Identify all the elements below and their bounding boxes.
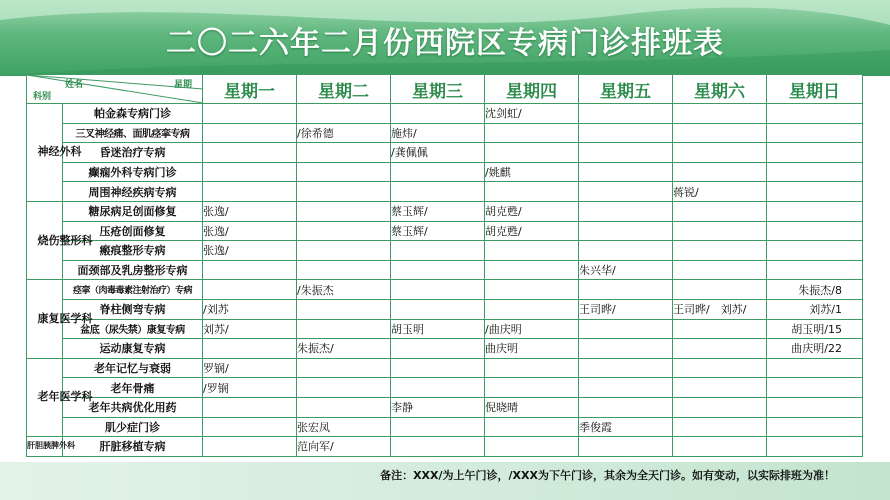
schedule-cell: 蔡玉辉/ xyxy=(391,221,485,241)
schedule-cell: 胡克甦/ xyxy=(485,221,579,241)
schedule-cell: 朱振杰/8 xyxy=(767,280,863,300)
schedule-cell xyxy=(579,123,673,143)
schedule-cell xyxy=(767,162,863,182)
schedule-table xyxy=(26,74,863,457)
schedule-cell xyxy=(203,417,297,437)
schedule-cell xyxy=(485,143,579,163)
schedule-cell xyxy=(579,358,673,378)
clinic-name: 面颈部及乳房整形专病 xyxy=(63,260,203,280)
clinic-name: 癫痫外科专病门诊 xyxy=(63,162,203,182)
schedule-cell xyxy=(673,221,767,241)
schedule-cell xyxy=(579,241,673,261)
corner-name-label: 姓名 xyxy=(65,80,84,90)
schedule-cell: 李静 xyxy=(391,397,485,417)
schedule-cell xyxy=(767,123,863,143)
schedule-cell: /姚麒 xyxy=(485,162,579,182)
schedule-cell xyxy=(579,378,673,398)
schedule-cell: 沈剑虹/ xyxy=(485,104,579,124)
clinic-name: 瘢痕整形专病 xyxy=(63,241,203,261)
schedule-cell xyxy=(297,143,391,163)
clinic-row xyxy=(27,123,863,143)
clinic-row xyxy=(27,319,863,339)
schedule-cell xyxy=(297,162,391,182)
schedule-cell xyxy=(485,417,579,437)
schedule-cell xyxy=(767,260,863,280)
schedule-cell xyxy=(579,162,673,182)
department-label xyxy=(27,437,75,457)
schedule-cell: 胡玉明 xyxy=(391,319,485,339)
department-name: 老年医学科 xyxy=(37,390,93,404)
corner-header xyxy=(27,75,203,104)
department-name: 肝胆胰脾外科 xyxy=(27,441,75,451)
clinic-name: 盆底（尿失禁）康复专病 xyxy=(63,319,203,339)
schedule-cell xyxy=(297,104,391,124)
corner-week-label: 星期 xyxy=(173,80,192,90)
clinic-row xyxy=(27,104,863,124)
schedule-cell xyxy=(673,143,767,163)
schedule-cell xyxy=(203,143,297,163)
schedule-cell xyxy=(297,201,391,221)
schedule-cell: 范向军/ xyxy=(297,437,391,457)
schedule-cell xyxy=(579,280,673,300)
clinic-row xyxy=(27,299,863,319)
schedule-cell xyxy=(673,260,767,280)
schedule-cell: /曲庆明 xyxy=(485,319,579,339)
schedule-cell xyxy=(485,280,579,300)
schedule-cell xyxy=(673,339,767,359)
schedule-cell xyxy=(767,182,863,202)
schedule-cell xyxy=(297,241,391,261)
schedule-cell xyxy=(579,319,673,339)
schedule-cell: 张宏凤 xyxy=(297,417,391,437)
department-name: 神经外科 xyxy=(37,145,82,159)
clinic-row xyxy=(27,260,863,280)
schedule-cell: 蔡玉辉/ xyxy=(391,201,485,221)
schedule-cell: 季俊霞 xyxy=(579,417,673,437)
clinic-row xyxy=(27,182,863,202)
header-row xyxy=(27,75,863,104)
schedule-cell: 刘苏/1 xyxy=(767,299,863,319)
schedule-cell xyxy=(767,104,863,124)
schedule-cell xyxy=(767,221,863,241)
day-header: 星期四 xyxy=(485,75,579,104)
department-label xyxy=(27,201,93,279)
schedule-cell xyxy=(203,123,297,143)
schedule-cell xyxy=(485,358,579,378)
schedule-cell xyxy=(203,182,297,202)
schedule-cell xyxy=(767,378,863,398)
day-header: 星期五 xyxy=(579,75,673,104)
schedule-cell xyxy=(485,299,579,319)
schedule-cell xyxy=(297,378,391,398)
schedule-cell xyxy=(203,437,297,457)
schedule-cell xyxy=(579,143,673,163)
department-label xyxy=(27,358,93,436)
schedule-cell xyxy=(297,260,391,280)
clinic-name: 糖尿病足创面修复 xyxy=(63,201,203,221)
schedule-cell xyxy=(391,104,485,124)
footnote: 备注：XXX/为上午门诊，/XXX为下午门诊，其余为全天门诊。如有变动，以实际排班为准！ xyxy=(380,469,835,482)
schedule-cell xyxy=(485,123,579,143)
schedule-cell: 张逸/ xyxy=(203,241,297,261)
schedule-cell: /朱振杰 xyxy=(297,280,391,300)
clinic-name: 昏迷治疗专病 xyxy=(63,143,203,163)
schedule-cell: 曲庆明 xyxy=(485,339,579,359)
schedule-cell xyxy=(203,339,297,359)
schedule-cell xyxy=(673,123,767,143)
department-label xyxy=(27,104,82,202)
schedule-cell: 张逸/ xyxy=(203,201,297,221)
clinic-name: 三叉神经痛、面肌痉挛专病 xyxy=(63,123,203,143)
schedule-cell xyxy=(391,162,485,182)
clinic-row xyxy=(27,280,863,300)
clinic-name: 老年记忆与衰弱 xyxy=(63,358,203,378)
day-header: 星期日 xyxy=(767,75,863,104)
schedule-cell xyxy=(297,397,391,417)
schedule-cell xyxy=(767,437,863,457)
schedule-cell xyxy=(297,358,391,378)
schedule-cell xyxy=(391,358,485,378)
schedule-cell xyxy=(391,182,485,202)
schedule-cell: 张逸/ xyxy=(203,221,297,241)
day-header: 星期一 xyxy=(203,75,297,104)
schedule-cell xyxy=(203,260,297,280)
schedule-cell xyxy=(673,417,767,437)
schedule-cell xyxy=(579,437,673,457)
clinic-row xyxy=(27,241,863,261)
schedule-cell xyxy=(767,201,863,221)
schedule-cell xyxy=(297,221,391,241)
schedule-cell xyxy=(485,378,579,398)
schedule-cell xyxy=(579,201,673,221)
schedule-cell xyxy=(203,104,297,124)
schedule-cell: /徐希德 xyxy=(297,123,391,143)
schedule-cell xyxy=(579,104,673,124)
schedule-cell xyxy=(579,182,673,202)
clinic-name: 周围神经疾病专病 xyxy=(63,182,203,202)
clinic-row xyxy=(27,143,863,163)
schedule-cell: 刘苏/ xyxy=(203,319,297,339)
clinic-row xyxy=(27,378,863,398)
schedule-cell: 王司晔/ xyxy=(579,299,673,319)
day-header: 星期三 xyxy=(391,75,485,104)
clinic-row xyxy=(27,221,863,241)
clinic-name: 肌少症门诊 xyxy=(63,417,203,437)
schedule-cell xyxy=(767,417,863,437)
schedule-cell xyxy=(297,299,391,319)
schedule-cell xyxy=(203,280,297,300)
clinic-name: 老年骨痛 xyxy=(63,378,203,398)
schedule-body xyxy=(27,104,863,457)
schedule-cell xyxy=(391,241,485,261)
schedule-cell xyxy=(579,221,673,241)
clinic-row xyxy=(27,162,863,182)
schedule-cell: 曲庆明/22 xyxy=(767,339,863,359)
schedule-cell xyxy=(391,437,485,457)
schedule-cell: 朱振杰/ xyxy=(297,339,391,359)
schedule-cell: 倪晓晴 xyxy=(485,397,579,417)
clinic-name: 帕金森专病门诊 xyxy=(63,104,203,124)
day-header: 星期六 xyxy=(673,75,767,104)
day-header: 星期二 xyxy=(297,75,391,104)
schedule-cell xyxy=(673,378,767,398)
schedule-cell xyxy=(673,162,767,182)
schedule-cell xyxy=(391,339,485,359)
schedule-cell xyxy=(297,182,391,202)
schedule-cell: 蒋锐/ xyxy=(673,182,767,202)
schedule-cell xyxy=(673,104,767,124)
page-title: 二〇二六年二月份西院区专病门诊排班表 xyxy=(166,26,724,61)
schedule-cell xyxy=(579,397,673,417)
schedule-cell xyxy=(297,319,391,339)
schedule-cell xyxy=(767,397,863,417)
schedule-cell xyxy=(203,397,297,417)
clinic-row xyxy=(27,201,863,221)
clinic-row xyxy=(27,417,863,437)
schedule-cell: /刘苏 xyxy=(203,299,297,319)
schedule-cell: 胡玉明/15 xyxy=(767,319,863,339)
clinic-row xyxy=(27,397,863,417)
schedule-cell: 罗锎/ xyxy=(203,358,297,378)
schedule-cell xyxy=(673,319,767,339)
department-name: 康复医学科 xyxy=(37,312,93,326)
clinic-row xyxy=(27,339,863,359)
schedule-cell: /罗锎 xyxy=(203,378,297,398)
schedule-cell xyxy=(673,201,767,221)
clinic-name: 痉挛（肉毒毒素注射治疗）专病 xyxy=(63,280,203,300)
schedule-cell xyxy=(767,241,863,261)
corner-dept-label: 科别 xyxy=(33,92,52,102)
clinic-row xyxy=(27,358,863,378)
schedule-cell xyxy=(391,299,485,319)
schedule-cell xyxy=(391,378,485,398)
schedule-cell: 朱兴华/ xyxy=(579,260,673,280)
clinic-name: 老年共病优化用药 xyxy=(63,397,203,417)
clinic-name: 运动康复专病 xyxy=(63,339,203,359)
schedule-cell xyxy=(485,260,579,280)
schedule-cell xyxy=(391,280,485,300)
schedule-cell xyxy=(391,417,485,437)
department-label xyxy=(27,280,93,358)
clinic-name: 压疮创面修复 xyxy=(63,221,203,241)
schedule-cell xyxy=(673,241,767,261)
schedule-cell xyxy=(485,437,579,457)
schedule-cell: 胡克甦/ xyxy=(485,201,579,221)
schedule-cell xyxy=(767,358,863,378)
clinic-row xyxy=(27,437,863,457)
schedule-cell xyxy=(485,182,579,202)
schedule-cell: 施炜/ xyxy=(391,123,485,143)
clinic-name: 肝脏移植专病 xyxy=(63,437,203,457)
schedule-cell xyxy=(391,260,485,280)
schedule-cell xyxy=(673,358,767,378)
schedule-cell xyxy=(203,162,297,182)
clinic-name: 脊柱侧弯专病 xyxy=(63,299,203,319)
department-name: 烧伤整形科 xyxy=(37,233,93,247)
schedule-cell xyxy=(673,280,767,300)
schedule-cell: 王司晔/ 刘苏/ xyxy=(673,299,767,319)
schedule-cell xyxy=(673,437,767,457)
schedule-cell: /龚佩佩 xyxy=(391,143,485,163)
schedule-cell xyxy=(579,339,673,359)
schedule-cell xyxy=(485,241,579,261)
schedule-cell xyxy=(767,143,863,163)
schedule-cell xyxy=(673,397,767,417)
